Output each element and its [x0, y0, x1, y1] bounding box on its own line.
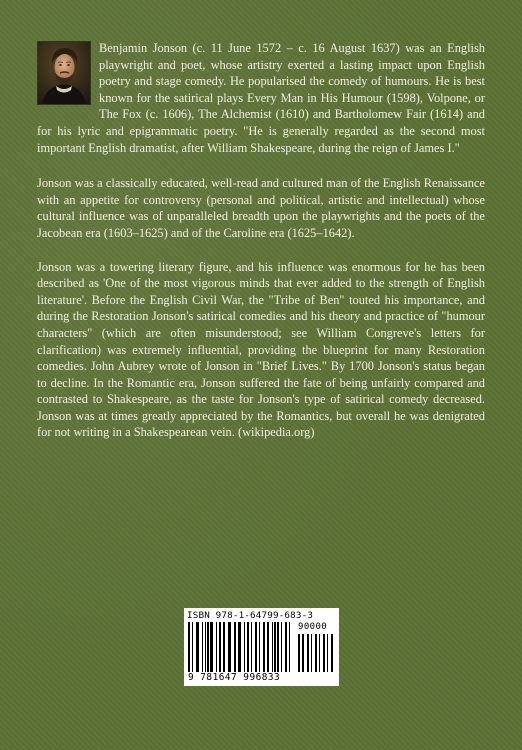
barcode-bar [196, 622, 199, 672]
barcode-bar [289, 622, 290, 672]
barcode-bar [207, 622, 209, 672]
barcode-bar [307, 634, 309, 672]
barcode-bar [323, 634, 325, 672]
paragraph-influence: Jonson was a towering literary figure, and his influence was enormous for he has been described as 'One of the most vigorous minds that ever added to the strength of English literature'. Before the English Civil War, the "Tribe of Ben" touted his importance, and during the Restoration Jonson's satirical comedies and his theory and practice of "humour characters" (which are often misunderstood; see William Congreve's letters for clarification) was extremely influential, providing the blueprint for many Restoration comedies. John Aubrey wrote of Jonson in "Brief Lives." By 1700 Jonson's status began to decline. In the Romantic era, Jonson suffered the fate of being unfairly compared and contrasted to Shakespeare, as the taste for Jonson's type of satirical comedy decreased. Jonson was at times greatly appreciated by the Romantics, but overall he was denigrated for not writing in a Shakespearean vein. (wikipedia.org) [37, 259, 485, 440]
barcode-bar [238, 622, 241, 672]
barcode-bar [277, 622, 279, 672]
paragraph-renaissance: Jonson was a classically educated, well-read and cultured man of the English Renaissance with an appetite for controversy (personal and political, artistic and intellectual) whose cultural influence was of unparalleled breadth upon the playwrights and the poets of the Jacobean era (1603–1625) and of the Caroline era (1625–1642). [37, 176, 485, 240]
barcode-bar [319, 634, 320, 672]
barcode-bar [302, 634, 304, 672]
barcode-addon-digits: 90000 [298, 622, 328, 632]
barcode-bar [272, 622, 273, 672]
isbn-label: ISBN 978-1-64799-683-3 [187, 610, 314, 621]
barcode-bar [263, 622, 265, 672]
barcode-bar [251, 622, 252, 672]
barcode-bar [228, 622, 231, 672]
author-portrait-icon [37, 41, 91, 105]
barcode-bar [267, 622, 269, 672]
barcode-bar [298, 634, 300, 672]
barcode-digits: 9 781647 996833 [188, 672, 281, 683]
barcode-bar [285, 622, 287, 672]
barcode-bar [274, 622, 276, 672]
barcode-bar [216, 622, 217, 672]
isbn-barcode [184, 608, 339, 686]
paragraph-text: Benjamin Jonson (c. 11 June 1572 – c. 16 August 1637) was an English playwright and poet, whose artistry exerted a lasting impact upon English poetry and stage comedy. He popularised the comedy of humours. He is best known for the satirical plays Every Man in His Humour (1598), Volpone, or The Fox (c. 1606), The Alchemist (1610) and Bartholomew Fair (1614) and for his lyric and epigrammatic poetry. "He is generally regarded as the second most important English dramatist, after William Shakespeare, during the reign of James I." [37, 41, 485, 155]
back-cover-text [37, 40, 485, 458]
paragraph-biography [37, 40, 485, 156]
barcode-bar [327, 634, 328, 672]
barcode-bar [234, 622, 236, 672]
barcode-bar [331, 634, 333, 672]
barcode-bar [188, 622, 190, 672]
barcode-bar [219, 622, 221, 672]
barcode-bar [311, 634, 312, 672]
barcode-bar [205, 622, 206, 672]
barcode-bar [192, 622, 193, 672]
barcode-bar [202, 622, 203, 672]
barcode-bar [255, 622, 257, 672]
barcode-bar [247, 622, 249, 672]
barcode-bar [223, 622, 225, 672]
barcode-bar [210, 622, 213, 672]
barcode-bar [244, 622, 245, 672]
barcode-bar [315, 634, 317, 672]
barcode-bar [281, 622, 282, 672]
barcode-bar [259, 622, 260, 672]
